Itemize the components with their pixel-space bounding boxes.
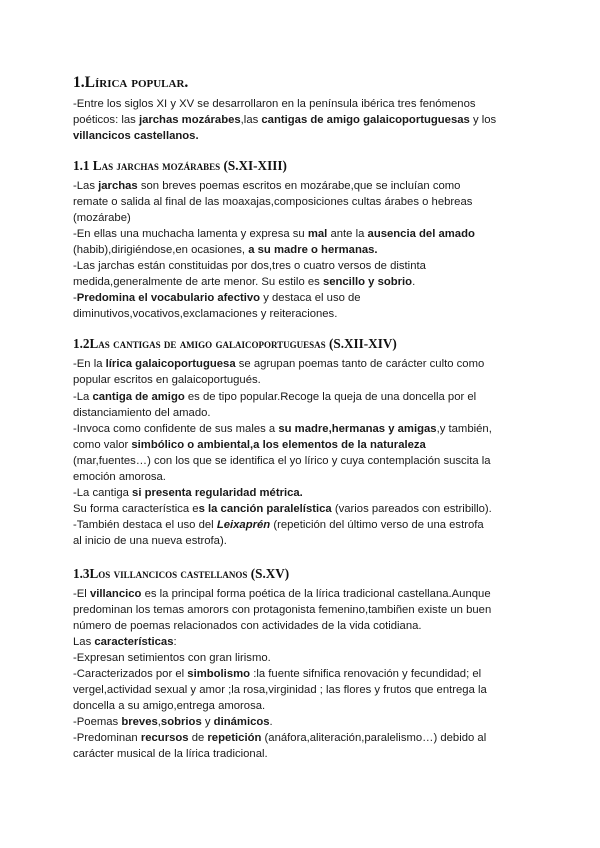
- cantigas-para-1-line-2: popular escritos en galaicoportugués.: [73, 374, 261, 386]
- villancicos-para-1-line-3: número de poemas relacionados con actividades de la vida cotidiana.: [73, 620, 422, 632]
- jarchas-para-4: -Predomina el vocabulario afectivo y destaca el uso de: [73, 292, 361, 304]
- villancicos-para-1-line-2: predominan los temas amorors con protagonista femenino,tambiñen existe un buen: [73, 604, 492, 616]
- jarchas-para-2: -En ellas una muchacha lamenta y expresa su mal ante la ausencia del amado: [73, 228, 475, 240]
- villancicos-para-3: -Expresan setimientos con gran lirismo.: [73, 652, 271, 664]
- jarchas-para-1-line-2: remate o salida al final de las moaxajas,composiciones cultas árabes o hebreas: [73, 196, 473, 208]
- intro-line-2: poéticos: las jarchas mozárabes,las cantigas de amigo galaicoportuguesas y los: [73, 114, 497, 126]
- jarchas-para-3: -Las jarchas están constituidas por dos,tres o cuatro versos de distinta: [73, 260, 426, 272]
- cantigas-para-4: -La cantiga si presenta regularidad métrica.: [73, 487, 303, 499]
- cantigas-para-2: -La cantiga de amigo es de tipo popular.Recoge la queja de una doncella por el: [73, 391, 477, 403]
- villancicos-para-6-line-2: carácter musical de la lírica tradicional.: [73, 748, 268, 760]
- cantigas-para-6-line-2: al inicio de una nueva estrofa).: [73, 535, 227, 547]
- cantigas-para-2-line-2: distanciamiento del amado.: [73, 407, 211, 419]
- cantigas-para-3: -Invoca como confidente de sus males a su madre,hermanas y amigas,y también,: [73, 423, 492, 435]
- cantigas-para-3-line-3: (mar,fuentes…) con los que se identifica el yo lírico y cuya contemplación suscita la: [73, 455, 491, 467]
- section-heading-jarchas: 1.1 Las jarchas mozárabes (S.XI-XIII): [73, 158, 287, 173]
- cantigas-para-5: Su forma característica es la canción paralelística (varios pareados con estribillo).: [73, 503, 492, 515]
- section-heading-villancicos: 1.3Los villancicos castellanos (S.XV): [73, 566, 290, 581]
- cantigas-para-6: -También destaca el uso del Leixaprén (repetición del último verso de una estrofa: [73, 519, 484, 531]
- jarchas-para-2-line-2: (habib),dirigiéndose,en ocasiones, a su madre o hermanas.: [73, 244, 378, 256]
- section-heading-cantigas: 1.2Las cantigas de amigo galaicoportuguesas (S.XII-XIV): [73, 336, 397, 351]
- jarchas-para-1: -Las jarchas son breves poemas escritos en mozárabe,que se incluían como: [73, 180, 461, 192]
- villancicos-para-5: -Poemas breves,sobrios y dinámicos.: [73, 716, 273, 728]
- jarchas-para-3-line-2: medida,generalmente de arte menor. Su estilo es sencillo y sobrio.: [73, 276, 416, 288]
- intro-line-1: -Entre los siglos XI y XV se desarrollaron en la península ibérica tres fenómenos: [73, 98, 476, 110]
- intro-line-3: villancicos castellanos.: [73, 130, 199, 142]
- jarchas-para-4-line-2: diminutivos,vocativos,exclamaciones y reiteraciones.: [73, 308, 338, 320]
- villancicos-para-2: Las características:: [73, 636, 177, 648]
- villancicos-para-4: -Caracterizados por el simbolismo :la fuente sifnifica renovación y fecundidad; el: [73, 668, 482, 680]
- villancicos-para-4-line-2: vergel,actividad sexual y amor ;la rosa,virginidad ; las flores y frutos que entrega la: [73, 684, 487, 696]
- villancicos-para-4-line-3: doncella a su amigo,entrega amorosa.: [73, 700, 266, 712]
- cantigas-para-3-line-4: emoción amorosa.: [73, 471, 166, 483]
- villancicos-para-6: -Predominan recursos de repetición (anáfora,aliteración,paralelismo…) debido al: [73, 732, 487, 744]
- jarchas-para-1-line-3: (mozárabe): [73, 212, 131, 224]
- villancicos-para-1: -El villancico es la principal forma poética de la lírica tradicional castellana.Aunque: [73, 588, 491, 600]
- cantigas-para-3-line-2: como valor simbólico o ambiental,a los elementos de la naturaleza: [73, 439, 426, 451]
- cantigas-para-1: -En la lírica galaicoportuguesa se agrupan poemas tanto de carácter culto como: [73, 358, 485, 370]
- page-title: 1.Lírica popular.: [73, 74, 189, 91]
